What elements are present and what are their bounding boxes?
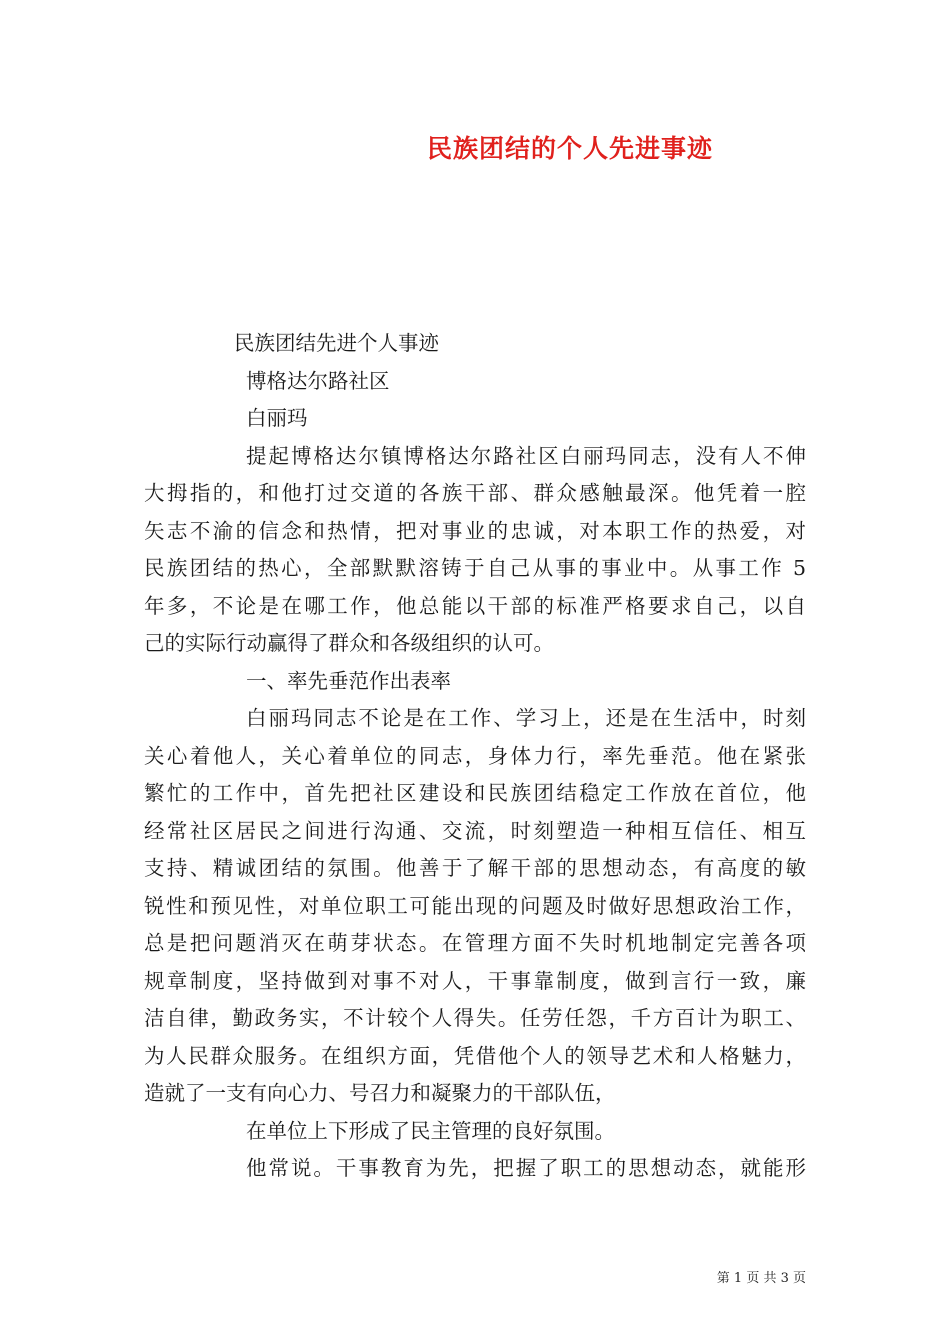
paragraph-line: 民族团结的热心，全部默默溶铸于自己从事的事业中。从事工作 5	[144, 556, 806, 580]
paragraph-line: 造就了一支有向心力、号召力和凝聚力的干部队伍，	[144, 1081, 616, 1105]
paragraph-line: 经常社区居民之间进行沟通、交流，时刻塑造一种相互信任、相互	[144, 818, 806, 843]
paragraph-line: 支持、精诚团结的氛围。他善于了解干部的思想动态，有高度的敏	[144, 856, 806, 880]
heading-line-community: 博格达尔路社区	[246, 368, 390, 393]
paragraph-line: 锐性和预见性，对单位职工可能出现的问题及时做好思想政治工作，	[144, 893, 806, 918]
paragraph-line: 矢志不渝的信念和热情，把对事业的忠诚，对本职工作的热爱，对	[144, 518, 806, 543]
paragraph-line: 为人民群众服务。在组织方面，凭借他个人的领导艺术和人格魅力，	[144, 1043, 806, 1068]
paragraph-line: 己的实际行动赢得了群众和各级组织的认可。	[144, 631, 554, 655]
paragraph-line: 繁忙的工作中，首先把社区建设和民族团结稳定工作放在首位，他	[144, 781, 806, 805]
paragraph-line: 总是把问题消灭在萌芽状态。在管理方面不失时机地制定完善各项	[144, 931, 806, 955]
paragraph-line: 关心着他人，关心着单位的同志，身体力行，率先垂范。他在紧张	[144, 743, 806, 768]
document-body	[144, 325, 806, 1188]
heading-line-subject: 民族团结先进个人事迹	[234, 331, 439, 355]
heading-line-name: 白丽玛	[246, 406, 308, 430]
paragraph-line: 年多，不论是在哪工作，他总能以干部的标准严格要求自己，以自	[144, 593, 806, 618]
paragraph-line: 他常说。干事教育为先，把握了职工的思想动态，就能形	[246, 1156, 806, 1180]
paragraph-line: 大拇指的，和他打过交道的各族干部、群众感触最深。他凭着一腔	[144, 481, 806, 505]
page-number: 第 1 页 共 3 页	[716, 1271, 806, 1286]
paragraph-line: 在单位上下形成了民主管理的良好氛围。	[246, 1118, 615, 1143]
paragraph-line: 提起博格达尔镇博格达尔路社区白丽玛同志，没有人不伸	[246, 443, 806, 468]
paragraph-line: 规章制度，坚持做到对事不对人，干事靠制度，做到言行一致，廉	[144, 968, 806, 993]
section-heading: 一、率先垂范作出表率	[246, 668, 451, 693]
document-title: 民族团结的个人先进事迹	[426, 134, 713, 163]
paragraph-line: 洁自律，勤政务实，不计较个人得失。任劳任怨，千方百计为职工、	[144, 1006, 806, 1030]
paragraph-line: 白丽玛同志不论是在工作、学习上，还是在生活中，时刻	[246, 706, 806, 730]
